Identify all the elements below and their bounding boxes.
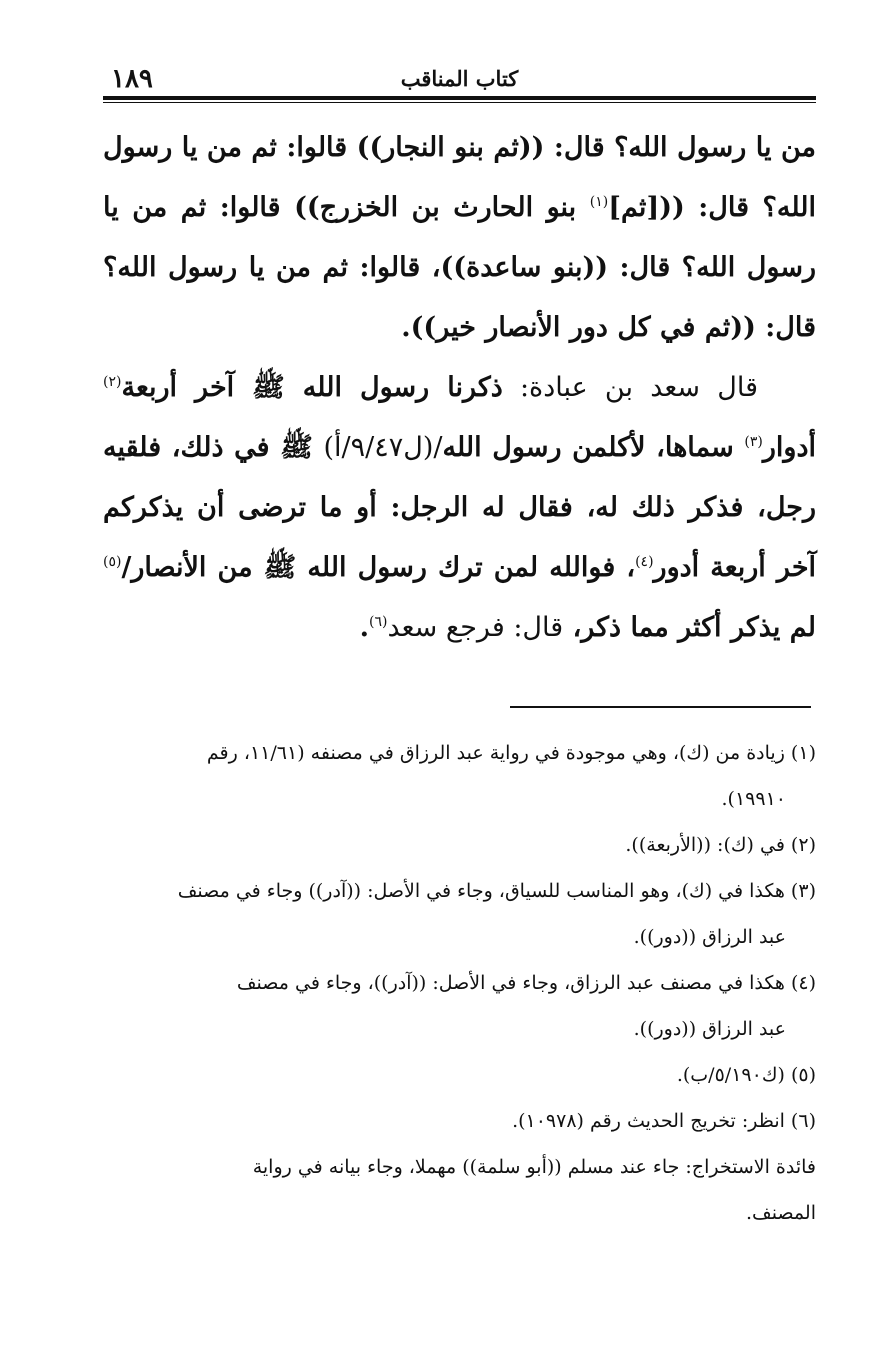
footnote-1-cont: ١٩٩١٠). <box>721 788 786 810</box>
paragraph-2: قال سعد بن عبادة: ذكرنا رسول الله ﷺ آخر أربعة$^{(٢)}$ أدوار$^{(٣)}$ سماها، لأكلمن رسول الله/(ل٩/٤٧/أ) ﷺ في ذلك، فلقيه رجل، فذكر ذلك له، فقال له الرجل: أو ما ترضى أن يذكركم آخر أربعة أدور$^{(٤)}$، فوالله لمن ترك رسول الله ﷺ من الأنصار/$^{(٥)}$ لم يذكر أكثر مما ذكر، قال: فرجع سعد$^{(٦)}$. <box>103 372 817 643</box>
footnote-ref-1: (١) <box>589 194 609 210</box>
extraction-note: فائدة الاستخراج: جاء عند مسلم ((أبو سلمة)) مهملا، وجاء بيانه في رواية <box>252 1156 816 1178</box>
footnote-ref-4: (٤) <box>635 554 654 570</box>
footnote-separator <box>510 706 811 708</box>
footnote-3-cont: عبد الرزاق ((دور)). <box>633 926 786 948</box>
footnote-3: (٣) هكذا في (ك)، وهو المناسب للسياق، وجاء في الأصل: ((آدر)) وجاء في مصنف <box>177 880 816 902</box>
main-text <box>103 118 816 658</box>
header-rule-thick <box>103 96 816 100</box>
extraction-note-cont: المصنف. <box>746 1202 816 1224</box>
paragraph-1: من يا رسول الله؟ قال: ((ثم بنو النجار)) قالوا: ثم من يا رسول الله؟ قال: (([ثم]$^{(١)}$ بنو الحارث بن الخزرج)) قالوا: ثم من يا رسول الله؟ قال: ((بنو ساعدة))، قالوا: ثم من يا رسول الله؟ قال: ((ثم في كل دور الأنصار خير)). <box>103 132 816 343</box>
footnote-2: (٢) في (ك): ((الأربعة)). <box>625 834 816 856</box>
footnote-1: (١) زيادة من (ك)، وهي موجودة في رواية عبد الرزاق في مصنفه (١١/٦١، رقم <box>206 742 816 764</box>
manuscript-ref: /(ل٩/٤٧/أ) <box>323 432 443 463</box>
footnote-4: (٤) هكذا في مصنف عبد الرزاق، وجاء في الأصل: ((آدر))، وجاء في مصنف <box>236 972 816 994</box>
footnote-ref-6: (٦) <box>369 614 388 630</box>
page-header <box>103 62 816 94</box>
page-number: ١٨٩ <box>111 64 153 94</box>
footnote-6: (٦) انظر: تخريج الحديث رقم (١٠٩٧٨). <box>512 1110 816 1132</box>
footnote-ref-3: (٣) <box>744 434 763 450</box>
footnotes <box>103 730 816 1236</box>
header-rule-thin <box>103 102 816 103</box>
footnote-5: (٥) (ك٥/١٩٠/ب). <box>676 1064 816 1086</box>
bracketed-addition: [ثم] <box>608 192 660 223</box>
running-title: كتاب المناقب <box>400 66 519 91</box>
footnote-4-cont: عبد الرزاق ((دور)). <box>633 1018 786 1040</box>
footnote-ref-2: (٢) <box>103 374 122 390</box>
footnote-ref-5: (٥) <box>103 554 122 570</box>
